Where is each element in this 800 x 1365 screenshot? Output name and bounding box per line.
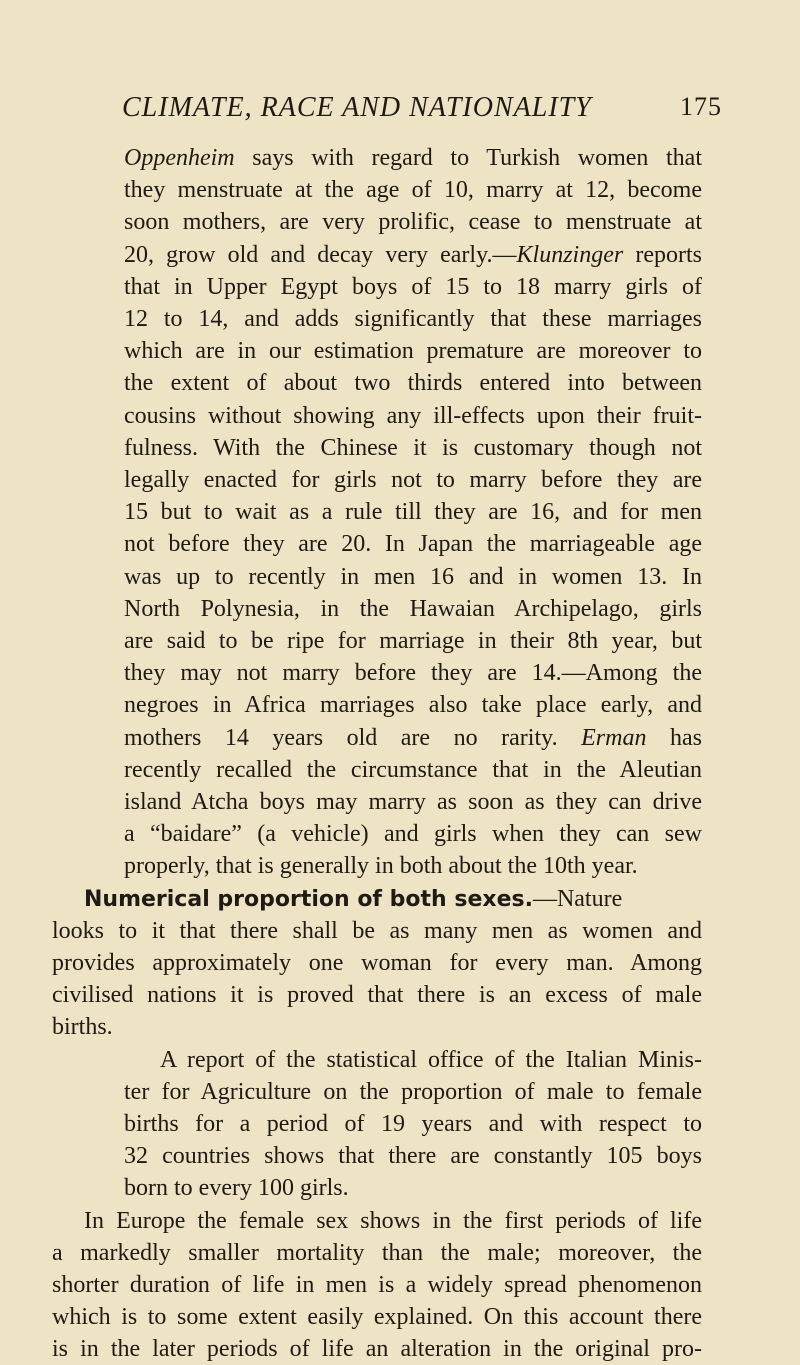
paragraph-line — [124, 786, 702, 818]
text-run: 32 countries shows that there are constantly 105 boys — [124, 1143, 702, 1170]
text-run: is in the later periods of life an alteration in the original pro- — [52, 1336, 702, 1363]
paragraph-line — [124, 335, 702, 367]
text-run: 20, grow old and decay very early.— — [124, 241, 517, 268]
text-run: they may not marry before they are 14.—Among the — [124, 660, 702, 687]
page-number: 175 — [680, 92, 722, 121]
text-run: looks to it that there shall be as many men as women and — [52, 917, 702, 944]
author-name: Klunzinger — [516, 241, 624, 268]
running-header — [122, 92, 722, 132]
text-run: North Polynesia, in the Hawaian Archipelago, girls — [124, 595, 702, 622]
paragraph-line — [124, 561, 702, 593]
text-run: properly, that is generally in both about the 10th year. — [124, 853, 638, 880]
paragraph-line — [124, 367, 702, 399]
paragraph-line — [124, 657, 702, 689]
paragraph-line — [52, 1301, 702, 1333]
text-run: In Europe the female sex shows in the first periods of life — [84, 1207, 702, 1234]
text-run: births for a period of 19 years and with respect to — [124, 1111, 702, 1137]
paragraph-line — [52, 1237, 702, 1269]
paragraph-line — [124, 754, 702, 786]
paragraph-line — [124, 496, 702, 528]
text-run: fulness. With the Chinese it is customary though not — [124, 434, 702, 461]
text-run: —Nature — [532, 885, 623, 912]
paragraph-line — [124, 818, 702, 850]
paragraph-line — [52, 979, 702, 1011]
text-run: negroes in Africa marriages also take place early, and — [124, 692, 702, 719]
paragraph-line — [124, 239, 702, 271]
text-run: soon mothers, are very prolific, cease to menstruate at — [124, 209, 702, 236]
author-name: Oppenheim — [124, 145, 235, 171]
text-run: shorter duration of life in men is a widely spread phenomenon — [52, 1272, 702, 1298]
paragraph-line — [52, 1269, 702, 1301]
paragraph-line — [52, 915, 702, 947]
paragraph-line — [124, 625, 702, 657]
paragraph-line — [124, 722, 702, 754]
text-run: births. — [52, 1014, 113, 1041]
text-run: has — [646, 724, 702, 751]
paragraph-line — [124, 432, 702, 464]
text-run: a markedly smaller mortality than the male; moreover, the — [52, 1239, 702, 1266]
section-heading: Numerical proportion of both sexes. — [84, 886, 533, 912]
paragraph-line — [124, 850, 702, 882]
running-title: CLIMATE, RACE AND NATIONALITY — [122, 92, 592, 123]
text-run: which is to some extent easily explained. On this account there — [52, 1304, 702, 1331]
text-run: born to every 100 girls. — [124, 1175, 349, 1202]
text-run: they menstruate at the age of 10, marry at 12, become — [124, 177, 702, 204]
author-name: Erman — [581, 724, 647, 751]
paragraph-line — [124, 689, 702, 721]
text-run: that in Upper Egypt boys of 15 to 18 marry girls of — [124, 273, 702, 300]
paragraph-line — [52, 947, 702, 979]
text-run: cousins without showing any ill-effects upon their fruit- — [124, 402, 702, 429]
paragraph-line — [160, 1044, 702, 1076]
paragraph-line — [52, 1333, 702, 1365]
paragraph-line — [124, 1076, 702, 1108]
text-run: the extent of about two thirds entered into between — [124, 370, 702, 397]
paragraph-line — [124, 303, 702, 335]
paragraph-line — [124, 528, 702, 560]
text-run: reports — [623, 241, 702, 268]
text-run: which are in our estimation premature are moreover to — [124, 338, 702, 365]
text-run: recently recalled the circumstance that in the Aleutian — [124, 756, 702, 783]
paragraph-line — [124, 206, 702, 238]
paragraph-line — [124, 271, 702, 303]
section-heading-line — [84, 883, 702, 915]
paragraph-line — [124, 174, 702, 206]
paragraph-line — [124, 593, 702, 625]
text-run: 12 to 14, and adds significantly that these marriages — [124, 306, 702, 332]
paragraph-line — [124, 142, 702, 174]
paragraph-line — [124, 400, 702, 432]
paragraph-line — [52, 1011, 702, 1043]
text-run: 15 but to wait as a rule till they are 16, and for men — [124, 499, 702, 526]
paragraph-line — [124, 1140, 702, 1172]
paragraph-line — [124, 464, 702, 496]
text-run: provides approximately one woman for every man. Among — [52, 950, 702, 976]
text-run: island Atcha boys may marry as soon as they can drive — [124, 789, 702, 815]
text-run: a “baidare” (a vehicle) and girls when they can sew — [124, 821, 702, 848]
text-run: says with regard to Turkish women that — [234, 145, 702, 171]
text-run: not before they are 20. In Japan the marriageable age — [124, 531, 702, 558]
text-run: civilised nations it is proved that there is an excess of male — [52, 982, 702, 1009]
text-run: are said to be ripe for marriage in their 8th year, but — [124, 628, 702, 654]
text-run: legally enacted for girls not to marry before they are — [124, 467, 702, 493]
text-run: ter for Agriculture on the proportion of male to female — [124, 1078, 702, 1105]
paragraph-line — [84, 1205, 702, 1237]
text-run: mothers 14 years old are no rarity. — [124, 724, 582, 751]
paragraph-line — [124, 1108, 702, 1140]
text-run: was up to recently in men 16 and in women 13. In — [124, 563, 702, 590]
text-run: A report of the statistical office of the Italian Minis- — [160, 1046, 702, 1073]
paragraph-line — [124, 1172, 702, 1204]
